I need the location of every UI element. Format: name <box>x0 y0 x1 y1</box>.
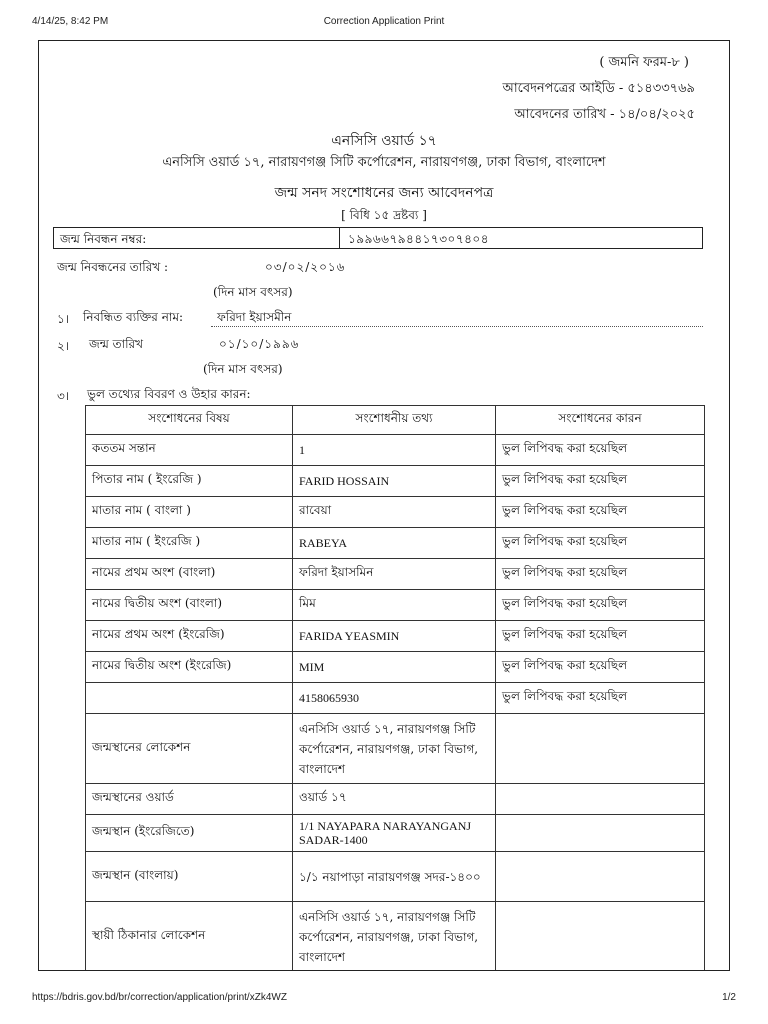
page-number: 1/2 <box>722 992 736 1003</box>
print-header <box>32 16 736 32</box>
row-info: ওয়ার্ড ১৭ <box>293 784 496 815</box>
row-info: ১/১ নয়াপাড়া নারায়ণগঞ্জ সদর-১৪০০ <box>293 852 496 902</box>
row-subject: নামের দ্বিতীয় অংশ (ইংরেজি) <box>86 652 293 683</box>
office-address: এনসিসি ওয়ার্ড ১৭, নারায়ণগঞ্জ সিটি কর্পোরেশন, নারায়ণগঞ্জ, ঢাকা বিভাগ, বাংলাদেশ <box>162 155 606 170</box>
row-reason: ভুল লিপিবদ্ধ করা হয়েছিল <box>496 683 705 714</box>
item-2-number: ২। <box>57 339 70 353</box>
row-reason: ভুল লিপিবদ্ধ করা হয়েছিল <box>496 528 705 559</box>
row-subject: জন্মস্থান (বাংলায়) <box>86 852 293 902</box>
correction-table <box>85 405 705 971</box>
registration-number-label: জন্ম নিবন্ধন নম্বর: <box>54 228 340 248</box>
row-info: FARIDA YEASMIN <box>293 621 496 652</box>
row-reason <box>496 852 705 902</box>
row-subject: নামের প্রথম অংশ (বাংলা) <box>86 559 293 590</box>
print-timestamp: 4/14/25, 8:42 PM <box>32 16 109 27</box>
row-subject <box>86 683 293 714</box>
column-header-subject: সংশোধনের বিষয় <box>86 406 293 435</box>
row-reason <box>496 902 705 972</box>
row-info: MIM <box>293 652 496 683</box>
row-subject: জন্মস্থানের লোকেশন <box>86 714 293 784</box>
ward-title: এনসিসি ওয়ার্ড ১৭ <box>331 133 437 149</box>
table-row <box>86 466 705 497</box>
row-subject: মাতার নাম ( বাংলা ) <box>86 497 293 528</box>
birth-date-label: জন্ম তারিখ <box>89 337 144 351</box>
row-subject: পিতার নাম ( ইংরেজি ) <box>86 466 293 497</box>
error-description-label: ভুল তথ্যের বিবরণ ও উহার কারন: <box>87 387 251 401</box>
table-row <box>86 528 705 559</box>
registration-number-box <box>53 227 703 249</box>
row-reason <box>496 784 705 815</box>
row-subject: কততম সন্তান <box>86 435 293 466</box>
page-url: https://bdris.gov.bd/br/correction/application/print/xZk4WZ <box>32 992 287 1003</box>
table-row <box>86 559 705 590</box>
registered-person-name-label: নিবন্ধিত ব্যক্তির নাম: <box>83 310 184 324</box>
row-info: মিম <box>293 590 496 621</box>
row-subject: নামের প্রথম অংশ (ইংরেজি) <box>86 621 293 652</box>
row-subject: স্থায়ী ঠিকানার লোকেশন <box>86 902 293 972</box>
date-format-hint: (দিন মাস বৎসর) <box>213 285 293 299</box>
row-subject: জন্মস্থান (ইংরেজিতে) <box>86 815 293 852</box>
column-header-reason: সংশোধনের কারন <box>496 406 705 435</box>
table-row <box>86 435 705 466</box>
row-subject: নামের দ্বিতীয় অংশ (বাংলা) <box>86 590 293 621</box>
registration-number-value: ১৯৯৬৬৭৯৪৪১৭৩০৭৪০৪ <box>348 232 489 246</box>
table-row <box>86 590 705 621</box>
row-reason: ভুল লিপিবদ্ধ করা হয়েছিল <box>496 590 705 621</box>
name-dotted-line <box>211 326 703 327</box>
table-row <box>86 815 705 852</box>
row-subject: জন্মস্থানের ওয়ার্ড <box>86 784 293 815</box>
row-reason <box>496 714 705 784</box>
row-reason: ভুল লিপিবদ্ধ করা হয়েছিল <box>496 435 705 466</box>
row-reason <box>496 815 705 852</box>
table-header-row <box>86 406 705 435</box>
row-info: ফরিদা ইয়াসমিন <box>293 559 496 590</box>
form-number: ( জমনি ফরম-৮ ) <box>599 55 689 70</box>
table-row <box>86 784 705 815</box>
table-row <box>86 852 705 902</box>
row-info: এনসিসি ওয়ার্ড ১৭, নারায়ণগঞ্জ সিটি কর্পোরেশন, নারায়ণগঞ্জ, ঢাকা বিভাগ, বাংলাদেশ <box>293 902 496 972</box>
registration-date-label: জন্ম নিবন্ধনের তারিখ : <box>57 260 169 274</box>
table-row <box>86 497 705 528</box>
row-info: RABEYA <box>293 528 496 559</box>
form-title: জন্ম সনদ সংশোধনের জন্য আবেদনপত্র <box>274 185 494 201</box>
row-info: রাবেয়া <box>293 497 496 528</box>
registered-person-name-value: ফরিদা ইয়াসমীন <box>217 310 292 324</box>
print-footer <box>32 992 736 1006</box>
table-row <box>86 714 705 784</box>
table-row <box>86 902 705 972</box>
date-format-hint: (দিন মাস বৎসর) <box>203 362 283 376</box>
application-date: আবেদনের তারিখ - ১৪/০৪/২০২৫ <box>514 107 695 122</box>
column-header-info: সংশোধনীয় তথ্য <box>293 406 496 435</box>
item-1-number: ১। <box>57 312 70 326</box>
row-reason: ভুল লিপিবদ্ধ করা হয়েছিল <box>496 652 705 683</box>
registration-date-value: ০৩/০২/২০১৬ <box>265 260 346 274</box>
row-reason: ভুল লিপিবদ্ধ করা হয়েছিল <box>496 559 705 590</box>
table-row <box>86 652 705 683</box>
birth-date-value: ০১/১০/১৯৯৬ <box>219 337 300 351</box>
table-row <box>86 683 705 714</box>
row-reason: ভুল লিপিবদ্ধ করা হয়েছিল <box>496 466 705 497</box>
row-info: 4158065930 <box>293 683 496 714</box>
row-reason: ভুল লিপিবদ্ধ করা হয়েছিল <box>496 621 705 652</box>
row-info: 1 <box>293 435 496 466</box>
row-info: এনসিসি ওয়ার্ড ১৭, নারায়ণগঞ্জ সিটি কর্পোরেশন, নারায়ণগঞ্জ, ঢাকা বিভাগ, বাংলাদেশ <box>293 714 496 784</box>
print-page-title: Correction Application Print <box>323 16 445 27</box>
item-3-number: ৩। <box>57 389 70 403</box>
row-subject: মাতার নাম ( ইংরেজি ) <box>86 528 293 559</box>
rule-reference: [ বিধি ১৫ দ্রষ্টব্য ] <box>341 208 427 222</box>
row-info: 1/1 NAYAPARA NARAYANGANJ SADAR-1400 <box>293 815 496 852</box>
row-info: FARID HOSSAIN <box>293 466 496 497</box>
table-row <box>86 621 705 652</box>
form-frame <box>38 40 730 971</box>
application-id: আবেদনপত্রের আইডি - ৫১৪৩৩৭৬৯ <box>502 81 695 96</box>
row-reason: ভুল লিপিবদ্ধ করা হয়েছিল <box>496 497 705 528</box>
